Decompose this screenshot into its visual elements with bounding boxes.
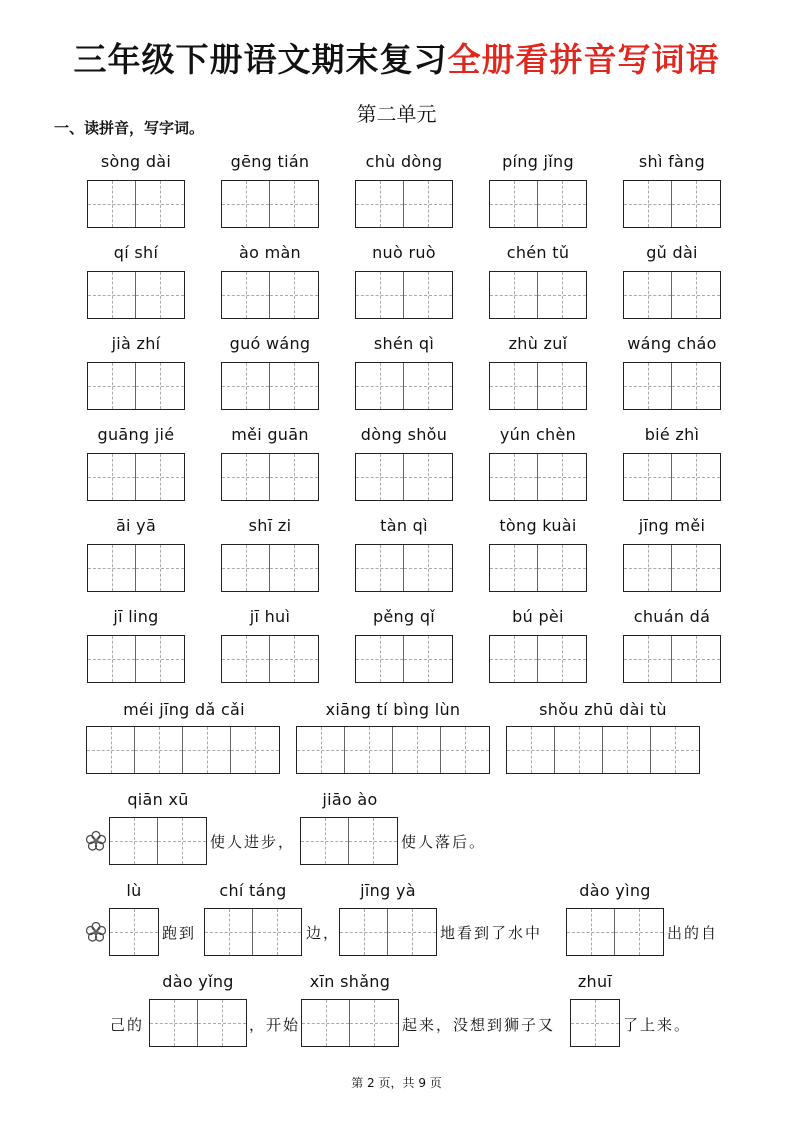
writing-box-1[interactable] — [109, 908, 159, 956]
pinyin-label: xiāng tí bìng lùn — [325, 700, 461, 719]
sentence-text: 边， — [306, 924, 341, 942]
sentence-text: 跑到 — [162, 924, 197, 942]
writing-box-2[interactable] — [87, 635, 185, 683]
pinyin-label: zhuī — [577, 972, 613, 991]
sentence-text: 使人进步， — [210, 833, 296, 851]
writing-box-2[interactable] — [87, 544, 185, 592]
pinyin-label: sòng dài — [100, 152, 172, 171]
writing-box-2[interactable] — [221, 544, 319, 592]
writing-box-2[interactable] — [87, 271, 185, 319]
writing-box-2[interactable] — [623, 362, 721, 410]
title-main: 三年级下册语文期末复习 — [73, 40, 448, 79]
pinyin-label: guó wáng — [229, 334, 311, 353]
writing-box-2[interactable] — [623, 635, 721, 683]
pinyin-label: gǔ dài — [646, 243, 698, 262]
writing-box-2[interactable] — [355, 635, 453, 683]
pinyin-label: píng jǐng — [502, 152, 574, 171]
writing-box-2[interactable] — [355, 453, 453, 501]
pinyin-label: xīn shǎng — [309, 972, 391, 991]
pinyin-label: chù dòng — [365, 152, 443, 171]
writing-box-2[interactable] — [489, 635, 587, 683]
writing-box-1[interactable] — [570, 999, 620, 1047]
pinyin-label: tòng kuài — [499, 516, 577, 535]
pinyin-label: qí shí — [113, 243, 159, 262]
writing-box-2[interactable] — [566, 908, 664, 956]
sentence-text: 使人落后。 — [401, 833, 487, 851]
page-title — [0, 34, 793, 81]
pinyin-label: měi guān — [231, 425, 309, 444]
pinyin-label: ào màn — [238, 243, 301, 262]
sentence-text: 出的自 — [667, 924, 719, 942]
writing-box-2[interactable] — [301, 999, 399, 1047]
writing-box-2[interactable] — [221, 635, 319, 683]
writing-box-2[interactable] — [489, 180, 587, 228]
writing-box-2[interactable] — [355, 271, 453, 319]
pinyin-label: lù — [126, 881, 142, 900]
section-heading: 一、读拼音，写字词。 — [54, 119, 205, 137]
pinyin-label: gēng tián — [230, 152, 310, 171]
writing-box-2[interactable] — [339, 908, 437, 956]
pinyin-label: wáng cháo — [627, 334, 717, 353]
pinyin-label: dào yǐng — [162, 972, 234, 991]
writing-box-2[interactable] — [149, 999, 247, 1047]
writing-box-2[interactable] — [355, 544, 453, 592]
writing-box-2[interactable] — [221, 362, 319, 410]
pinyin-label: qiān xū — [127, 790, 189, 809]
pinyin-label: méi jīng dǎ cǎi — [123, 700, 245, 719]
writing-box-2[interactable] — [221, 271, 319, 319]
page-footer: 第 2 页，共 9 页 — [351, 1076, 442, 1090]
pinyin-label: shǒu zhū dài tù — [539, 700, 667, 719]
unit-heading: 第二单元 — [356, 102, 437, 126]
pinyin-label: bú pèi — [512, 607, 564, 626]
pinyin-label: dào yìng — [579, 881, 651, 900]
pinyin-label: jīng yà — [360, 881, 416, 900]
pinyin-label: guāng jié — [97, 425, 175, 444]
writing-box-2[interactable] — [204, 908, 302, 956]
pinyin-label: shī zi — [248, 516, 292, 535]
sentence-text: ，开始 — [249, 1016, 301, 1034]
writing-box-2[interactable] — [489, 362, 587, 410]
writing-box-2[interactable] — [87, 453, 185, 501]
writing-box-2[interactable] — [300, 817, 398, 865]
pinyin-label: jī huì — [249, 607, 291, 626]
sentence-text: 地看到了水中 — [440, 924, 543, 942]
writing-box-2[interactable] — [623, 180, 721, 228]
writing-box-2[interactable] — [109, 817, 207, 865]
pinyin-label: jī ling — [113, 607, 159, 626]
title-highlight: 全册看拼音写词语 — [447, 40, 720, 79]
sentence-text: 起来，没想到狮子又 — [402, 1016, 556, 1034]
pinyin-label: tàn qì — [380, 516, 428, 535]
writing-box-2[interactable] — [623, 453, 721, 501]
pinyin-label: chí táng — [219, 881, 287, 900]
flower-icon — [85, 830, 107, 852]
writing-box-2[interactable] — [489, 453, 587, 501]
pinyin-label: bié zhì — [644, 425, 700, 444]
writing-box-2[interactable] — [87, 180, 185, 228]
pinyin-label: yún chèn — [499, 425, 577, 444]
pinyin-label: jià zhí — [111, 334, 161, 353]
writing-box-2[interactable] — [489, 271, 587, 319]
pinyin-label: jiāo ào — [322, 790, 378, 809]
writing-box-2[interactable] — [623, 271, 721, 319]
pinyin-label: shì fàng — [638, 152, 706, 171]
pinyin-label: zhù zuǐ — [508, 334, 568, 353]
writing-box-4[interactable] — [506, 726, 700, 774]
sentence-text: 了上来。 — [623, 1016, 692, 1034]
pinyin-label: shén qì — [373, 334, 435, 353]
writing-box-2[interactable] — [489, 544, 587, 592]
sentence-text: 己的 — [110, 1016, 145, 1034]
pinyin-label: nuò ruò — [372, 243, 436, 262]
pinyin-label: jīng měi — [638, 516, 706, 535]
pinyin-label: āi yā — [115, 516, 157, 535]
writing-box-2[interactable] — [87, 362, 185, 410]
pinyin-label: chuán dá — [633, 607, 711, 626]
pinyin-label: dòng shǒu — [360, 425, 448, 444]
writing-box-2[interactable] — [221, 180, 319, 228]
writing-box-2[interactable] — [355, 180, 453, 228]
writing-box-2[interactable] — [221, 453, 319, 501]
writing-box-4[interactable] — [296, 726, 490, 774]
writing-box-2[interactable] — [355, 362, 453, 410]
pinyin-label: chén tǔ — [506, 243, 570, 262]
writing-box-4[interactable] — [86, 726, 280, 774]
flower-icon — [85, 921, 107, 943]
writing-box-2[interactable] — [623, 544, 721, 592]
pinyin-label: pěng qǐ — [372, 607, 436, 626]
